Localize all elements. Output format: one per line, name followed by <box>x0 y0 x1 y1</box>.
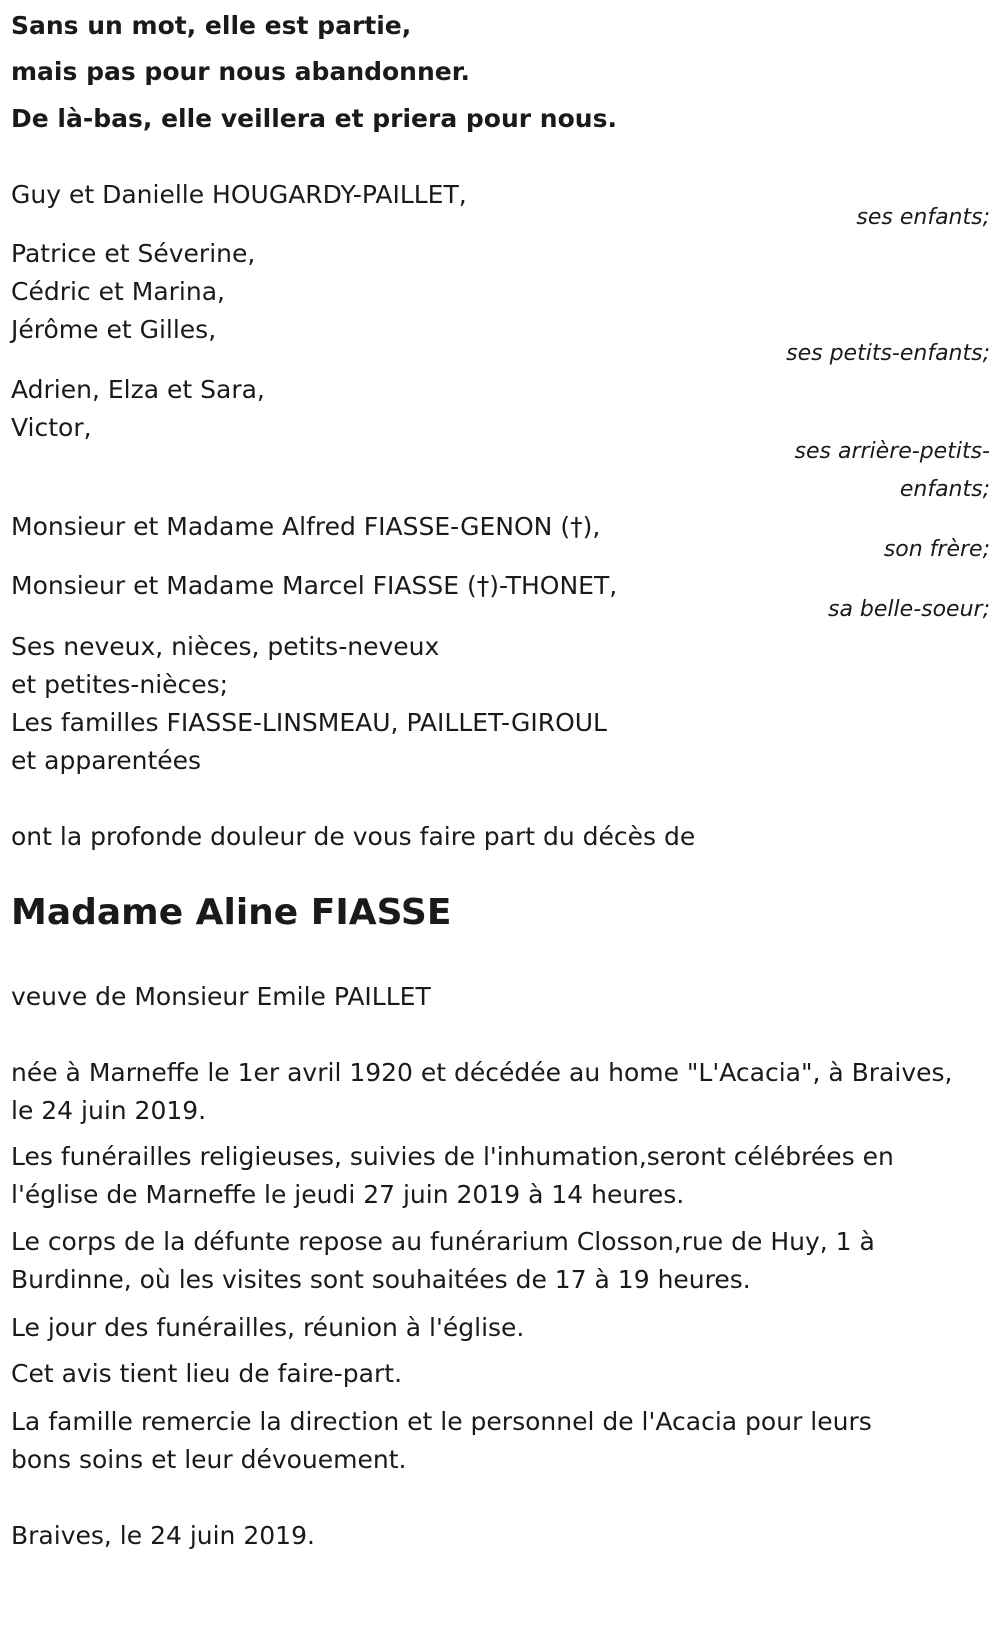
family-others-line: Ses neveux, nièces, petits-neveux <box>11 632 440 661</box>
epigraph-line: mais pas pour nous abandonner. <box>11 57 470 86</box>
announcement-text: ont la profonde douleur de vous faire part du décès de <box>11 822 696 851</box>
family-great-grandchildren-role: enfants; <box>899 477 990 502</box>
place-date: Braives, le 24 juin 2019. <box>11 1521 315 1550</box>
paragraph-line: Le corps de la défunte repose au funérarium Closson,rue de Huy, 1 à <box>11 1227 875 1256</box>
family-others-line: et petites-nièces; <box>11 670 229 699</box>
epigraph-line: Sans un mot, elle est partie, <box>11 11 412 40</box>
family-brother-role: son frère; <box>883 537 990 562</box>
family-children-role: ses enfants; <box>856 205 990 230</box>
family-sister-in-law-role: sa belle-soeur; <box>828 597 990 622</box>
paragraph-line: Le jour des funérailles, réunion à l'église. <box>11 1313 525 1342</box>
family-great-grandchildren-name: Victor, <box>11 413 92 442</box>
family-great-grandchildren-name: Adrien, Elza et Sara, <box>11 375 265 404</box>
paragraph-line: née à Marneffe le 1er avril 1920 et décédée au home "L'Acacia", à Braives, <box>11 1058 953 1087</box>
family-others-line: et apparentées <box>11 746 202 775</box>
paragraph-line: Les funérailles religieuses, suivies de l'inhumation,seront célébrées en <box>11 1142 894 1171</box>
family-sister-in-law-name: Monsieur et Madame Marcel FIASSE (†)-THONET, <box>11 571 618 600</box>
family-others-line: Les familles FIASSE-LINSMEAU, PAILLET-GIROUL <box>11 708 607 737</box>
family-grandchildren-name: Cédric et Marina, <box>11 277 225 306</box>
family-children-name: Guy et Danielle HOUGARDY-PAILLET, <box>11 180 467 209</box>
deceased-name: Madame Aline FIASSE <box>11 892 452 933</box>
family-grandchildren-name: Jérôme et Gilles, <box>11 315 217 344</box>
widow-of-text: veuve de Monsieur Emile PAILLET <box>11 982 431 1011</box>
paragraph-line: bons soins et leur dévouement. <box>11 1445 407 1474</box>
family-grandchildren-name: Patrice et Séverine, <box>11 239 256 268</box>
paragraph-line: Cet avis tient lieu de faire-part. <box>11 1359 403 1388</box>
family-brother-name: Monsieur et Madame Alfred FIASSE-GENON (†), <box>11 512 601 541</box>
family-grandchildren-role: ses petits-enfants; <box>786 341 990 366</box>
paragraph-line: le 24 juin 2019. <box>11 1096 207 1125</box>
paragraph-line: Burdinne, où les visites sont souhaitées de 17 à 19 heures. <box>11 1265 751 1294</box>
paragraph-line: l'église de Marneffe le jeudi 27 juin 2019 à 14 heures. <box>11 1180 685 1209</box>
epigraph-line: De là-bas, elle veillera et priera pour nous. <box>11 104 617 133</box>
family-great-grandchildren-role: ses arrière-petits- <box>794 439 990 464</box>
paragraph-line: La famille remercie la direction et le personnel de l'Acacia pour leurs <box>11 1407 872 1436</box>
